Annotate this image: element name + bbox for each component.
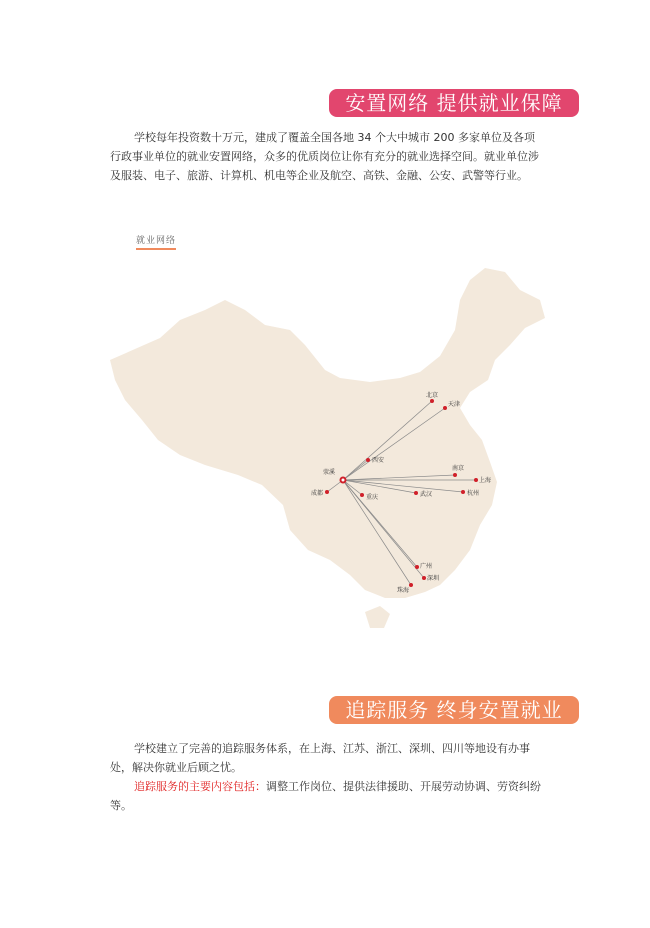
tracking-contents [110, 777, 542, 815]
section-title-network: 安置网络 提供就业保障 [329, 89, 579, 117]
dot-nanjing [453, 473, 457, 477]
dot-tianjin [443, 406, 447, 410]
label-chengdu: 成都 [311, 490, 324, 497]
tracking-text: 学校建立了完善的追踪服务体系，在上海、江苏、浙江、深圳、四川等地设有办事处，解决你就业后顾之忧。 [110, 742, 530, 774]
label-nanjing: 南京 [452, 465, 465, 472]
label-origin: 荥溪 [323, 469, 336, 476]
dot-shenzhen [422, 576, 426, 580]
label-beijing: 北京 [426, 392, 439, 399]
label-chongqing: 重庆 [366, 494, 379, 501]
dot-zhuhai [409, 583, 413, 587]
map-label: 就业网络 [136, 233, 176, 250]
dot-chongqing [360, 493, 364, 497]
map-island-hainan [365, 606, 390, 628]
tracking-highlight: 追踪服务的主要内容包括： [134, 780, 266, 793]
tracking-paragraph [110, 739, 542, 815]
label-hangzhou: 杭州 [467, 490, 480, 497]
dot-wuhan [414, 491, 418, 495]
network-paragraph: 学校每年投资数十万元，建成了覆盖全国各地 34 个大中城市 200 多家单位及各项行政事业单位的就业安置网络，众多的优质岗位让你有充分的就业选择空间。就业单位涉及服装、电子、旅游、计算机、机电等企业及航空、高铁、金融、公安、武警等行业。 [110, 131, 539, 182]
dot-chengdu [325, 490, 329, 494]
dot-xian [366, 458, 370, 462]
label-wuhan: 武汉 [420, 491, 433, 498]
label-tianjin: 天津 [448, 401, 461, 408]
origin-marker-icon [340, 477, 347, 484]
tracking-contents-text: 调整工作岗位、提供法律援助、开展劳动协调、劳资纠纷等。 [110, 780, 541, 812]
dot-guangzhou [415, 565, 419, 569]
label-zhuhai: 珠海 [397, 587, 410, 594]
dot-shanghai [474, 478, 478, 482]
map-land [110, 268, 545, 598]
label-guangzhou: 广州 [420, 563, 433, 570]
label-xian: 西安 [372, 457, 385, 464]
label-shanghai: 上海 [479, 477, 492, 484]
dot-beijing [430, 399, 434, 403]
label-shenzhen: 深圳 [427, 575, 440, 582]
section-title-tracking: 追踪服务 终身安置就业 [329, 696, 579, 724]
dot-hangzhou [461, 490, 465, 494]
